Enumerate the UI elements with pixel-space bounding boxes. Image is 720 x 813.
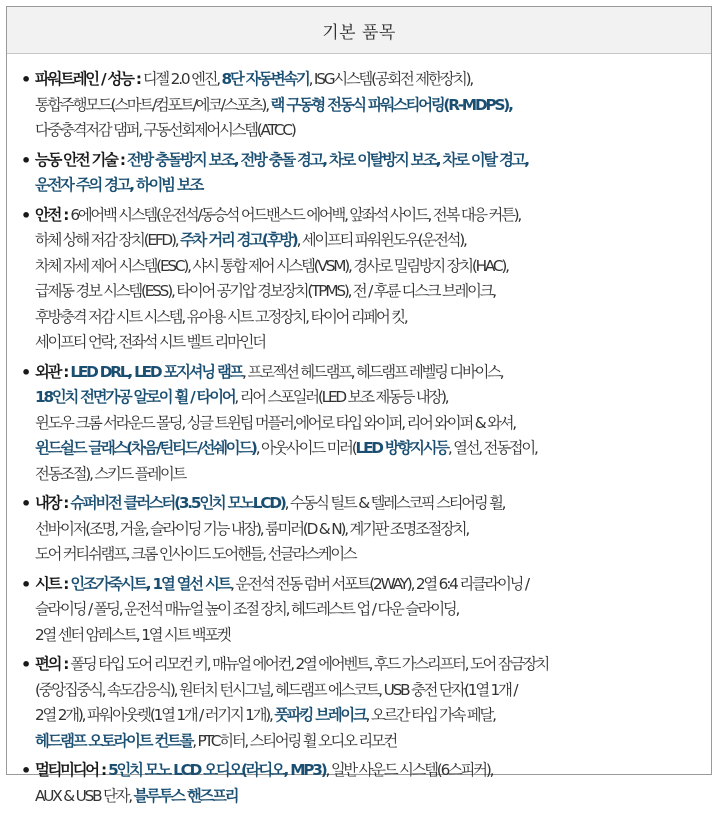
highlighted-feature: 풋파킹 브레이크 xyxy=(274,706,366,724)
spec-line xyxy=(35,491,703,517)
feature-text: , 운전석 전동 럼버 서포트(2WAY), 2열 6:4 리클라이닝 / xyxy=(230,574,528,593)
highlighted-feature: 슈퍼비전 클러스터(3.5인치 모노LCD) xyxy=(70,494,285,512)
spec-category: 외관 xyxy=(35,362,61,381)
feature-text: , ISG시스템(공회전 제한장치), xyxy=(308,70,473,88)
spec-line xyxy=(35,623,703,649)
highlighted-feature: 8단 자동변속기 xyxy=(221,70,309,88)
feature-text: 급제동 경보 시스템(ESS), 타이어 공기압 경보장치(TPMS), 전 / 후륜 디스크 브레이크, xyxy=(35,282,495,300)
highlighted-feature: 18인치 전면가공 알로이 휠 / 타이어 xyxy=(35,388,235,406)
spec-category: 멀티미디어 xyxy=(35,761,98,779)
highlighted-feature: 랙 구동형 전동식 파워스티어링(R-MDPS), xyxy=(270,95,512,114)
feature-text: , 세이프티 파워윈도우(운전석), xyxy=(296,231,466,249)
spec-section-safety xyxy=(21,203,703,356)
feature-text: 세이프티 언락, 전좌석 시트 벨트 리마인더 xyxy=(35,333,265,351)
spec-line xyxy=(35,330,703,356)
spec-section-exterior xyxy=(21,360,703,488)
feature-text: , 열선, 전동접이, xyxy=(447,439,537,457)
bullet-icon: • xyxy=(21,761,32,780)
highlighted-feature: 인조가죽시트, 1열 열선 시트 xyxy=(70,574,231,593)
feature-text: , 리어 스포일러(LED 보조 제동등 내장), xyxy=(234,388,448,406)
feature-text: , 아웃사이드 미러( xyxy=(255,439,356,457)
category-separator: : xyxy=(60,205,71,224)
spec-line xyxy=(35,542,703,568)
spec-line xyxy=(35,67,703,93)
feature-text: , PTC히터, 스티어링 휠 오디오 리모컨 xyxy=(192,731,397,750)
feature-text: 다중충격저감 댐퍼, 구동선회제어시스템(ATCC) xyxy=(35,121,295,139)
highlighted-feature: 헤드램프 오토라이트 컨트롤 xyxy=(35,731,193,750)
spec-line xyxy=(35,517,703,543)
spec-line xyxy=(35,784,703,810)
bullet-icon: • xyxy=(21,574,32,594)
feature-text: 6에어백 시스템(운전석/동승석 어드밴스드 에어백, 앞좌석 사이드, 전복 대응 커튼), xyxy=(70,205,521,224)
category-separator: : xyxy=(60,655,71,673)
feature-text: 차체 자세 제어 시스템(ESC), 샤시 통합 제어 시스템(VSM), 경사로 밀림방지 장치(HAC), xyxy=(35,256,508,275)
spec-line xyxy=(35,360,703,386)
feature-text: 후방충격 저감 시트 시스템, 유아용 시트 고정장치, 타이어 리페어 킷, xyxy=(35,307,407,326)
spec-line xyxy=(35,203,703,229)
spec-line xyxy=(35,279,703,305)
highlighted-feature: 블루투스 핸즈프리 xyxy=(133,786,238,805)
spec-line xyxy=(35,118,703,144)
spec-line xyxy=(35,758,703,784)
spec-line xyxy=(35,411,703,437)
spec-section-active-safety xyxy=(21,148,703,199)
spec-line xyxy=(35,729,703,755)
spec-line xyxy=(35,228,703,254)
highlighted-feature: LED 방향지시등 xyxy=(355,439,448,457)
spec-line xyxy=(35,703,703,729)
spec-category: 파워트레인 / 성능 xyxy=(35,70,133,88)
highlighted-feature: 5인치 모노 LCD 오디오(라디오, MP3) xyxy=(108,761,326,779)
feature-text: , 오르간 타입 가속 페달, xyxy=(365,706,495,724)
spec-category: 편의 xyxy=(35,655,61,673)
feature-text: 2열 센터 암레스트, 1열 시트 백포켓 xyxy=(35,625,230,644)
feature-text: 전동조절), 스키드 플레이트 xyxy=(35,464,186,483)
bullet-icon: • xyxy=(21,150,32,170)
spec-section-multimedia xyxy=(21,758,703,809)
bullet-icon: • xyxy=(21,655,32,674)
category-separator: : xyxy=(116,150,127,169)
feature-text: 하체 상해 저감 장치(EFD), xyxy=(35,231,181,249)
highlighted-feature: LED DRL, LED 포지셔닝 램프 xyxy=(70,362,243,381)
bullet-icon: • xyxy=(21,70,32,89)
spec-line xyxy=(35,597,703,623)
feature-text: , 프로젝션 헤드램프, 헤드램프 레벨링 디바이스, xyxy=(242,362,503,381)
category-separator: : xyxy=(132,70,143,88)
feature-text: 통합주행모드(스마트/컴포트/에코/스포츠), xyxy=(35,95,271,114)
category-separator: : xyxy=(60,574,71,593)
category-separator: : xyxy=(60,362,71,381)
category-separator: : xyxy=(60,494,71,512)
feature-text: 도어 커티쉬램프, 크롬 인사이드 도어핸들, 선글라스케이스 xyxy=(35,545,356,563)
spec-line xyxy=(35,148,703,174)
feature-text: (중앙집중식, 속도감응식), 원터치 턴시그널, 헤드램프 에스코트, USB 충전 단자(1열 1개 / xyxy=(35,680,517,699)
spec-category: 시트 xyxy=(35,574,61,593)
spec-line xyxy=(35,462,703,488)
spec-section-seats xyxy=(21,572,703,649)
spec-line xyxy=(35,572,703,598)
spec-line xyxy=(35,678,703,704)
feature-text: 폴딩 타입 도어 리모컨 키, 매뉴얼 에어컨, 2열 에어벤트, 후드 가스리프터, 도어 잠금장치 xyxy=(70,655,549,673)
spec-line xyxy=(35,305,703,331)
spec-category: 안전 xyxy=(35,205,61,224)
highlighted-feature: 주차 거리 경고(후방) xyxy=(180,231,297,249)
category-separator: : xyxy=(97,761,109,779)
spec-list xyxy=(21,67,703,813)
spec-section-powertrain xyxy=(21,67,703,144)
spec-table xyxy=(6,6,712,805)
spec-section-convenience xyxy=(21,652,703,754)
highlighted-feature: 운전자 주의 경고, 하이빔 보조 xyxy=(35,176,203,194)
highlighted-feature: 윈드쉴드 글래스(차음/틴티드/선쉐이드) xyxy=(35,439,256,457)
table-header xyxy=(7,7,711,54)
feature-text: 윈도우 크롬 서라운드 몰딩, 싱글 트윈팁 머플러,에어로 타입 와이퍼, 리어 와이퍼 & 와셔, xyxy=(35,413,515,432)
spec-line xyxy=(35,652,703,678)
feature-text: 2열 2개), 파워아웃렛(1열 1개 / 러기지 1개), xyxy=(35,706,275,724)
bullet-icon: • xyxy=(21,362,32,382)
spec-line xyxy=(35,93,703,119)
table-title: 기본 품목 xyxy=(322,22,396,43)
feature-text: 슬라이딩 / 폴딩, 운전석 매뉴얼 높이 조절 장치, 헤드레스트 업 / 다운 슬라이딩, xyxy=(35,600,459,618)
spec-category: 내장 xyxy=(35,494,61,512)
spec-section-interior xyxy=(21,491,703,568)
spec-line xyxy=(35,385,703,411)
spec-line xyxy=(35,436,703,462)
bullet-icon: • xyxy=(21,494,32,513)
highlighted-feature: 전방 충돌방지 보조, 전방 충돌 경고, 차로 이탈방지 보조, 차로 이탈 경고, xyxy=(126,150,528,169)
spec-line xyxy=(35,173,703,199)
spec-category: 능동 안전 기술 xyxy=(35,150,117,169)
feature-text: , 일반 사운드 시스템(6스피커), xyxy=(325,761,493,779)
spec-line xyxy=(35,254,703,280)
feature-text: AUX & USB 단자, xyxy=(35,786,134,805)
bullet-icon: • xyxy=(21,205,32,225)
feature-text: 디젤 2.0 엔진, xyxy=(142,70,222,88)
feature-text: , 수동식 틸트 & 텔레스코픽 스티어링 휠, xyxy=(284,494,505,512)
feature-text: 선바이저(조명, 거울, 슬라이딩 기능 내장), 룸미러(D & N), 계기판 조명조절장치, xyxy=(35,519,469,538)
